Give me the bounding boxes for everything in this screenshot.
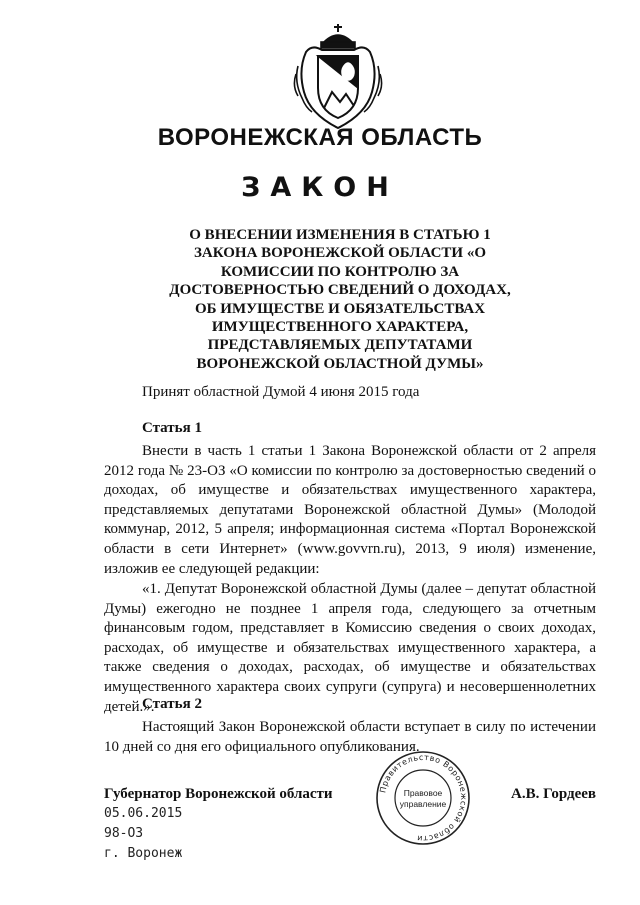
coat-of-arms-icon (292, 22, 384, 134)
law-title-line: ЗАКОНА ВОРОНЕЖСКОЙ ОБЛАСТИ «О (193, 245, 487, 262)
signer-position: Губернатор Воронежской области (104, 786, 333, 802)
law-title-line: ВОРОНЕЖСКОЙ ОБЛАСТНОЙ ДУМЫ» (196, 355, 484, 372)
article-1-quote: «1. Депутат Воронежской областной Думы (далее – депутат областной Думы) ежегодно не позднее 1 апреля года, следующего за отчетным финансовым годом, представляет в Комиссию сведения о своих доходах, расходах, об имуществе и обязательствах имущественного характера, а также сведения о доходах, расходах, об имуществе и обязательствах имущественного характера своих супруги (супруга) и несовершеннолетних детей.». (104, 581, 596, 715)
signer-name: А.В. Гордеев (511, 786, 596, 802)
signing-date: 05.06.2015 (104, 806, 183, 821)
law-title-line: ДОСТОВЕРНОСТЬЮ СВЕДЕНИЙ О ДОХОДАХ, (169, 282, 511, 299)
article-2-paragraph: Настоящий Закон Воронежской области вступает в силу по истечении 10 дней со дня его официального опубликования. (104, 719, 596, 755)
region-title: ВОРОНЕЖСКАЯ ОБЛАСТЬ (157, 124, 483, 151)
law-title-line: ИМУЩЕСТВЕННОГО ХАРАКТЕРА, (211, 319, 469, 336)
official-seal-icon (374, 749, 472, 847)
law-title-line: КОМИССИИ ПО КОНТРОЛЮ ЗА (220, 263, 460, 280)
law-title-line: О ВНЕСЕНИИ ИЗМЕНЕНИЯ В СТАТЬЮ 1 (189, 227, 491, 243)
law-title-line: ПРЕДСТАВЛЯЕМЫХ ДЕПУТАТАМИ (207, 337, 473, 354)
article-1-heading: Статья 1 (142, 420, 202, 436)
law-title (140, 226, 540, 373)
seal-center-line-2: управление (399, 799, 447, 809)
adoption-date: Принят областной Думой 4 июня 2015 года (142, 384, 420, 400)
article-1-paragraph: Внести в часть 1 статьи 1 Закона Воронежской области от 2 апреля 2012 года № 23-ОЗ «О комиссии по контролю за достоверностью сведений о доходах, об имуществе и обязательствах имущественного характера, представляемых депутатами Воронежской областной Думы» (Молодой коммунар, 2012, 5 апреля; информационная система «Портал Воронежской области в сети Интернет» (www.govvrn.ru), 2013, 9 июля) изменение, изложив ее следующей редакции: (104, 443, 596, 577)
law-title-line: ОБ ИМУЩЕСТВЕ И ОБЯЗАТЕЛЬСТВАХ (194, 300, 486, 317)
svg-text:Правительство Воронежской обла (378, 753, 468, 843)
article-2-heading: Статья 2 (142, 696, 202, 712)
signing-place: г. Воронеж (104, 846, 183, 861)
seal-ring-text: Правительство Воронежской области (378, 752, 469, 844)
law-number: 98-ОЗ (104, 826, 144, 841)
seal-center-line-1: Правовое (403, 788, 443, 798)
document-type: ЗАКОН (241, 172, 399, 203)
